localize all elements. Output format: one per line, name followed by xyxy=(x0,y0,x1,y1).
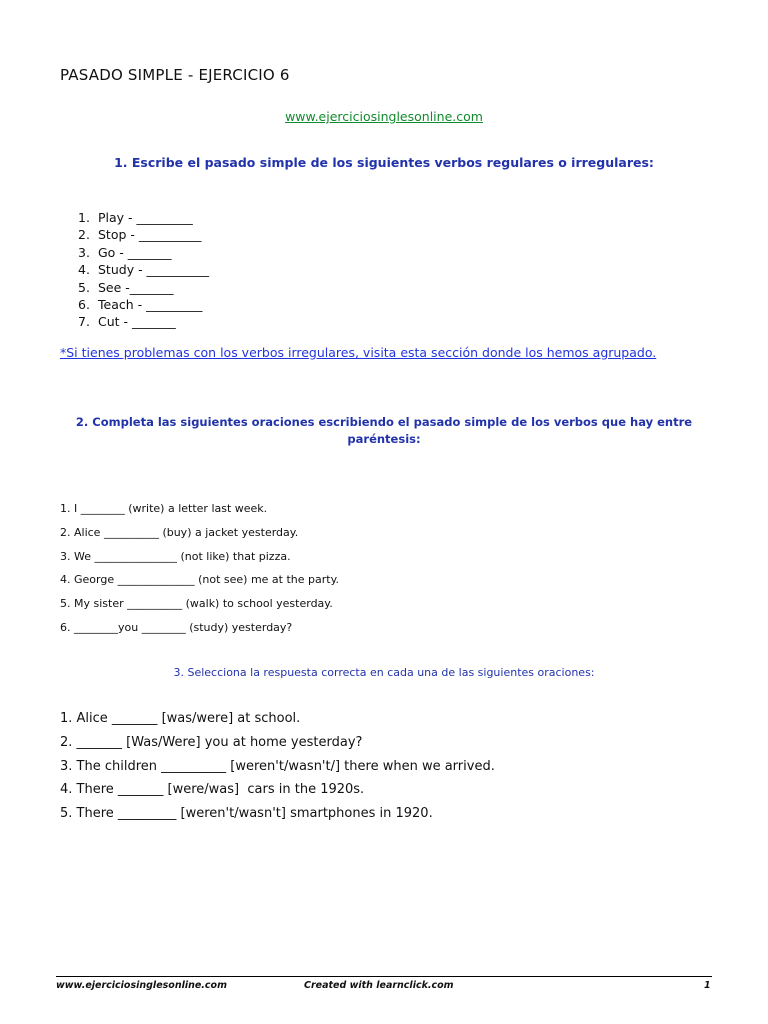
section3-heading: 3. Selecciona la respuesta correcta en cada una de las siguientes oraciones: xyxy=(173,666,595,679)
choice-item: 4. There _______ [were/was] cars in the 1920s. xyxy=(60,782,365,798)
verb-item-number: 7. xyxy=(78,314,90,330)
verb-item-text: Go - _______ xyxy=(98,244,172,260)
footer-credit: Created with learnclick.com xyxy=(304,980,454,991)
sentence-item: 1. I ________ (write) a letter last week. xyxy=(60,502,268,515)
page-number: 1 xyxy=(704,980,711,991)
verb-item-number: 6. xyxy=(78,296,90,312)
verb-item-text: Teach - _________ xyxy=(98,296,203,312)
verb-item xyxy=(78,313,209,330)
section1-heading: 1. Escribe el pasado simple de los siguientes verbos regulares o irregulares: xyxy=(114,155,654,170)
sentence-item: 4. George ______________ (not see) me at the party. xyxy=(60,573,340,587)
verb-item-number: 4. xyxy=(78,262,90,278)
verb-item xyxy=(78,279,209,296)
choice-item: 2. _______ [Was/Were] you at home yesterday? xyxy=(60,734,363,750)
verb-item-text: Study - __________ xyxy=(98,262,210,278)
verb-list xyxy=(78,209,209,331)
footer-site: www.ejerciciosinglesonline.com xyxy=(56,980,227,991)
section2-heading xyxy=(60,414,708,448)
verb-item xyxy=(78,244,209,261)
sentence-item: 2. Alice __________ (buy) a jacket yesterday. xyxy=(60,525,299,539)
site-link[interactable]: www.ejerciciosinglesonline.com xyxy=(285,109,483,124)
verb-item xyxy=(78,226,209,243)
choice-item: 5. There _________ [weren't/wasn't] smartphones in 1920. xyxy=(60,806,433,822)
sentence-item: 5. My sister __________ (walk) to school yesterday. xyxy=(60,597,333,611)
choice-item: 3. The children __________ [weren't/wasn't/] there when we arrived. xyxy=(60,758,495,774)
irregular-verbs-link[interactable]: *Si tienes problemas con los verbos irregulares, visita esta sección donde los hemos agrupado. xyxy=(60,345,657,360)
verb-item xyxy=(78,261,209,278)
page-title: PASADO SIMPLE - EJERCICIO 6 xyxy=(60,66,290,84)
choice-list xyxy=(60,710,495,829)
section2-heading-line1: 2. Completa las siguientes oraciones escribiendo el pasado simple de los verbos que hay entre xyxy=(75,415,693,429)
sentence-list xyxy=(60,500,339,643)
verb-item-number: 3. xyxy=(78,244,90,260)
section2-heading-line2: paréntesis: xyxy=(347,432,421,446)
verb-item-number: 1. xyxy=(78,210,90,225)
choice-item: 1. Alice _______ [was/were] at school. xyxy=(60,711,301,726)
verb-item-text: Stop - __________ xyxy=(98,227,202,243)
footer-divider xyxy=(56,976,712,977)
verb-item-text: See -_______ xyxy=(98,279,174,295)
verb-item xyxy=(78,209,209,226)
sentence-item: 3. We _______________ (not like) that pizza. xyxy=(60,549,291,563)
sentence-item: 6. ________you ________ (study) yesterday? xyxy=(60,620,293,634)
verb-item-text: Play - _________ xyxy=(98,210,193,225)
verb-item-number: 2. xyxy=(78,227,90,243)
verb-item-text: Cut - _______ xyxy=(98,314,176,330)
verb-item-number: 5. xyxy=(78,279,90,295)
verb-item xyxy=(78,296,209,313)
